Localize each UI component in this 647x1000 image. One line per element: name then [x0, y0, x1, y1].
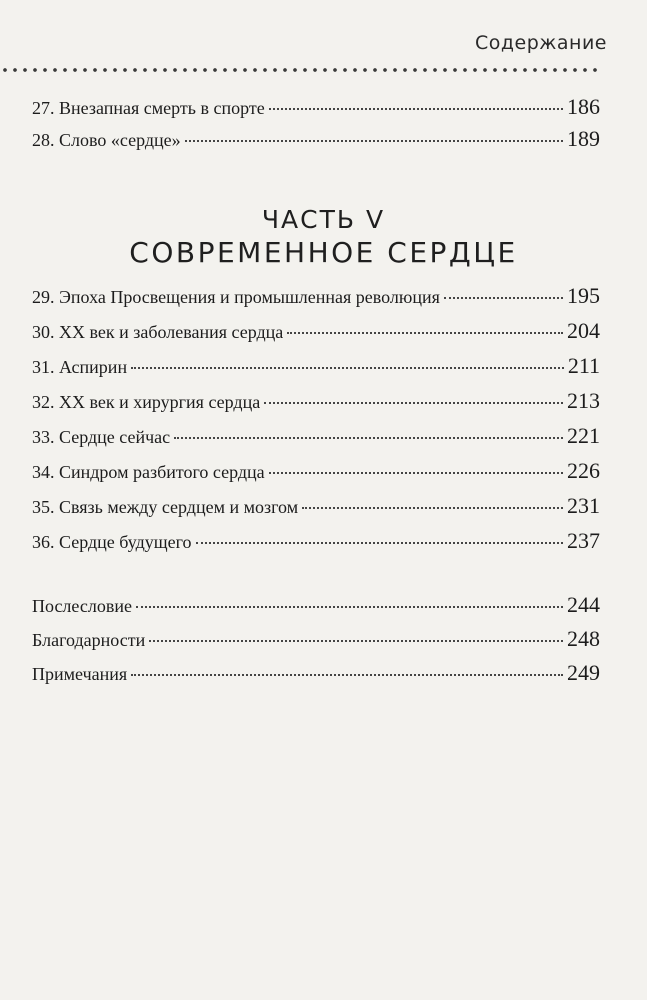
toc-entry[interactable]	[32, 423, 600, 458]
toc-entry[interactable]	[32, 493, 600, 528]
toc-entry-label: 34. Синдром разбитого сердца	[32, 462, 265, 482]
toc-entry-label: Примечания	[32, 664, 128, 684]
toc-entry-label: 32. XX век и хирургия сердца	[32, 392, 261, 412]
toc-entry[interactable]	[32, 283, 600, 318]
toc-group-part	[32, 283, 600, 563]
dot-leader	[444, 297, 563, 299]
toc-entry[interactable]	[32, 94, 600, 126]
toc-entry-page: 231	[567, 493, 600, 518]
toc-group-back	[32, 592, 600, 694]
toc-entry[interactable]	[32, 592, 600, 626]
toc-entry-page: 248	[567, 626, 600, 651]
toc-entry[interactable]	[32, 528, 600, 563]
toc-entry-page: 211	[567, 353, 600, 378]
toc-entry-page: 204	[567, 318, 600, 343]
toc-entry-label: 31. Аспирин	[32, 357, 128, 377]
toc-entry-label: Послесловие	[32, 596, 132, 616]
toc-entry-page: 249	[567, 660, 600, 685]
toc-entry-page: 195	[567, 283, 600, 308]
toc-entry[interactable]	[32, 126, 600, 158]
toc-entry[interactable]	[32, 388, 600, 423]
dot-leader	[131, 674, 563, 676]
toc-entry-label: 36. Сердце будущего	[32, 532, 192, 552]
dot-leader	[302, 507, 563, 509]
toc-entry-label: 29. Эпоха Просвещения и промышленная революция	[32, 287, 440, 307]
toc-entry-page: 186	[567, 94, 600, 119]
toc-group-top	[32, 94, 600, 158]
dot-leader	[264, 402, 563, 404]
dot-leader	[174, 437, 563, 439]
dot-leader	[185, 140, 563, 142]
toc-entry-label: Благодарности	[32, 630, 146, 650]
toc-entry-label: 28. Слово «сердце»	[32, 130, 181, 150]
running-header: Содержание	[475, 32, 607, 54]
dot-leader	[131, 367, 564, 369]
toc-entry[interactable]	[32, 458, 600, 493]
toc-entry-page: 189	[567, 126, 600, 151]
dot-leader	[287, 332, 563, 334]
toc-entry-page: 213	[567, 388, 600, 413]
dot-leader	[269, 472, 563, 474]
toc-entry-page: 244	[567, 592, 600, 617]
toc-entry[interactable]	[32, 353, 600, 388]
dot-leader	[269, 108, 563, 110]
toc-entry-label: 27. Внезапная смерть в спорте	[32, 98, 265, 118]
part-number: ЧАСТЬ V	[261, 205, 386, 234]
dot-leader	[149, 640, 563, 642]
dotted-divider	[0, 64, 600, 76]
toc-entry-page: 221	[567, 423, 600, 448]
toc-entry-page: 237	[567, 528, 600, 553]
toc-entry-page: 226	[567, 458, 600, 483]
toc-entry[interactable]	[32, 626, 600, 660]
toc-entry[interactable]	[32, 660, 600, 694]
dot-leader	[196, 542, 563, 544]
part-title: СОВРЕМЕННОЕ СЕРДЦЕ	[129, 236, 518, 269]
toc-entry-label: 33. Сердце сейчас	[32, 427, 171, 447]
toc-entry-label: 35. Связь между сердцем и мозгом	[32, 497, 299, 517]
toc-entry-label: 30. XX век и заболевания сердца	[32, 322, 284, 342]
toc-entry[interactable]	[32, 318, 600, 353]
dot-leader	[136, 606, 563, 608]
